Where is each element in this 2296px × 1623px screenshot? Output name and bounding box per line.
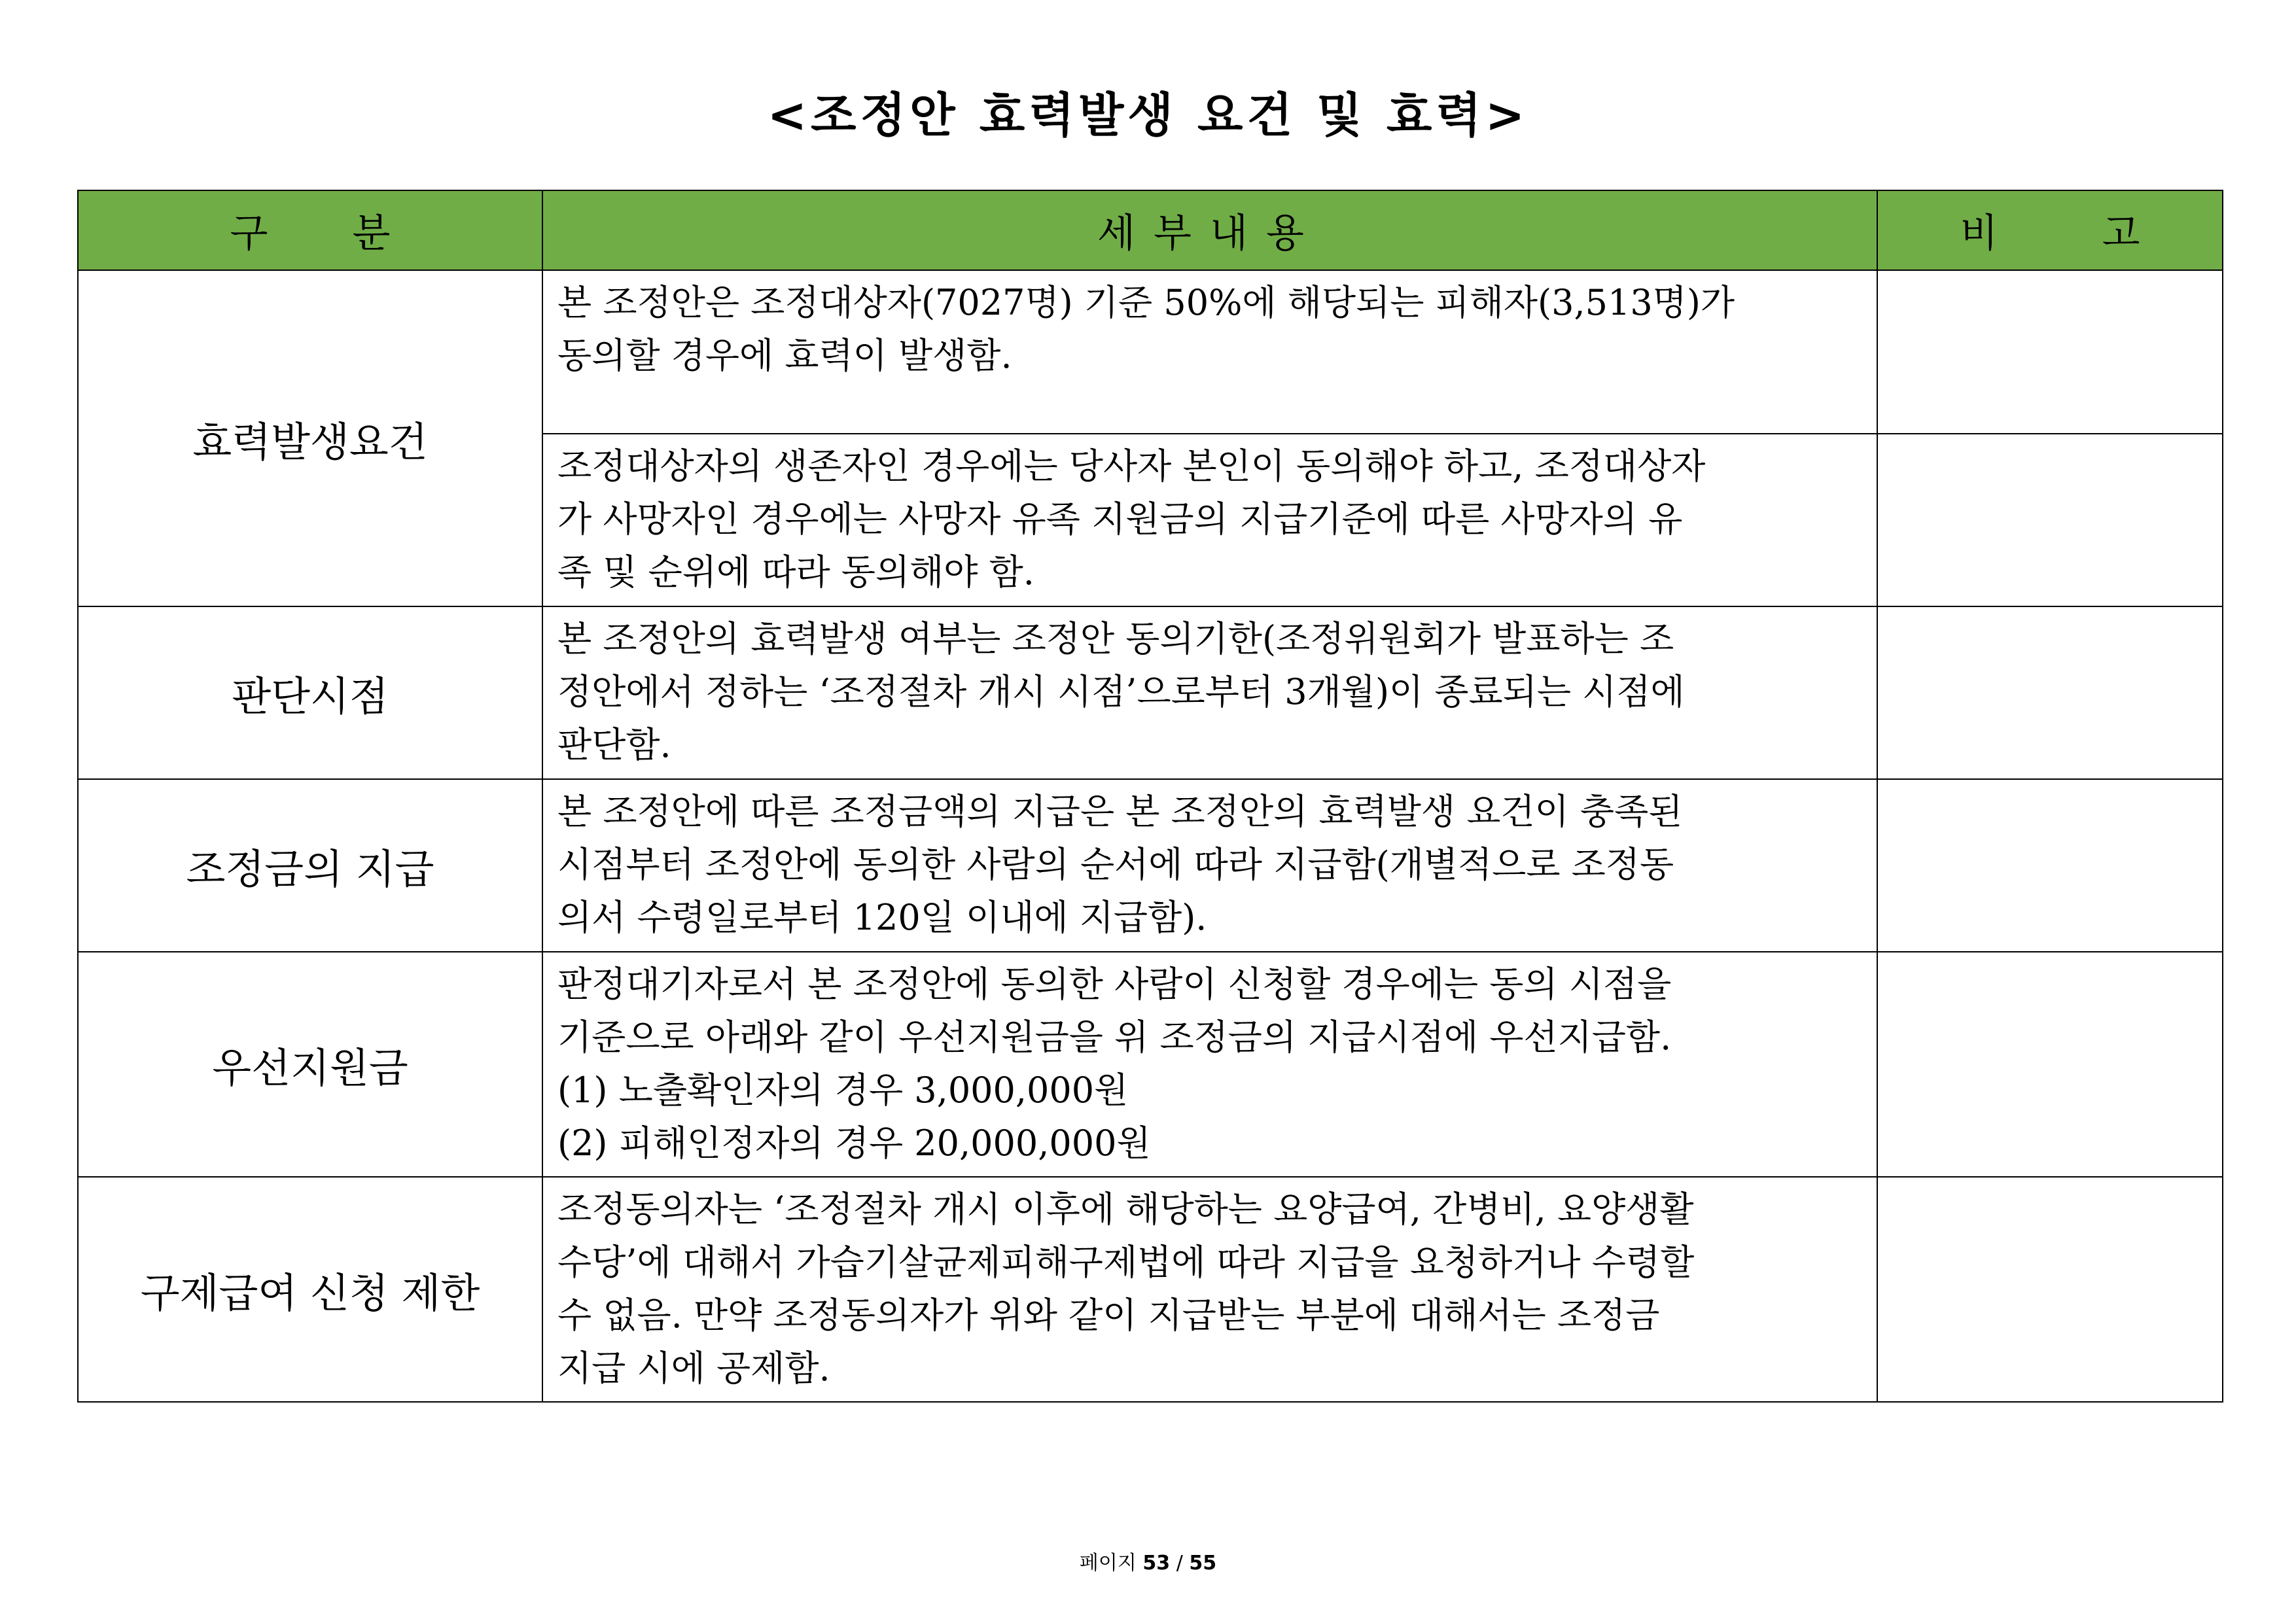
detail-line: (1) 노출확인자의 경우 3,000,000원 <box>557 1070 1129 1111</box>
detail-line: 판정대기자로서 본 조정안에 동의한 사람이 신청할 경우에는 동의 시점을 <box>557 964 1672 1005</box>
page-separator: / <box>1176 1552 1183 1575</box>
detail-line: 수당’에 대해서 가습기살균제피해구제법에 따라 지급을 요청하거나 수령할 <box>557 1242 1695 1283</box>
detail-line: 족 및 순위에 따라 동의해야 함. <box>557 551 1034 593</box>
detail-line: 의서 수령일로부터 120일 이내에 지급함). <box>557 897 1207 938</box>
current-page-number: 53 <box>1142 1552 1171 1575</box>
table-row <box>78 952 2223 1177</box>
detail-cell <box>542 434 1877 606</box>
table-row <box>78 270 2223 434</box>
detail-line: 정안에서 정하는 ‘조정절차 개시 시점’으로부터 3개월)이 종료되는 시점에 <box>557 671 1685 712</box>
detail-line: 본 조정안은 조정대상자(7027명) 기준 50%에 해당되는 피해자(3,513명)가 <box>557 282 1735 323</box>
detail-line: 판단함. <box>557 724 671 765</box>
table-row <box>78 1177 2223 1402</box>
detail-line: 조정동의자는 ‘조정절차 개시 이후에 해당하는 요양급여, 간병비, 요양생활 <box>557 1189 1694 1230</box>
detail-line: 시점부터 조정안에 동의한 사람의 순서에 따라 지급함(개별적으로 조정동 <box>557 844 1674 885</box>
detail-cell <box>542 1177 1877 1402</box>
page-footer <box>0 1546 2296 1575</box>
note-cell <box>1877 270 2223 434</box>
page-label: 페이지 <box>1079 1552 1137 1575</box>
category-cell: 판단시점 <box>78 606 542 779</box>
header-detail: 세부내용 <box>542 190 1877 270</box>
category-cell: 효력발생요건 <box>78 270 542 606</box>
table-header-row <box>78 190 2223 270</box>
page-title: <조정안 효력발생 요건 및 효력> <box>767 88 1529 143</box>
category-cell: 조정금의 지급 <box>78 779 542 952</box>
note-cell <box>1877 606 2223 779</box>
total-page-number: 55 <box>1189 1552 1217 1575</box>
detail-line: 조정대상자의 생존자인 경우에는 당사자 본인이 동의해야 하고, 조정대상자 <box>557 445 1706 487</box>
detail-line: 기준으로 아래와 같이 우선지원금을 위 조정금의 지급시점에 우선지급함. <box>557 1017 1672 1058</box>
detail-cell <box>542 952 1877 1177</box>
header-note: 비 고 <box>1877 190 2223 270</box>
table-row <box>78 779 2223 952</box>
header-category: 구 분 <box>78 190 542 270</box>
note-cell <box>1877 779 2223 952</box>
conditions-table <box>77 190 2223 1403</box>
category-cell: 우선지원금 <box>78 952 542 1177</box>
detail-line: (2) 피해인정자의 경우 20,000,000원 <box>557 1123 1151 1164</box>
detail-line: 본 조정안에 따른 조정금액의 지급은 본 조정안의 효력발생 요건이 충족된 <box>557 791 1683 832</box>
note-cell <box>1877 434 2223 606</box>
detail-line: 수 없음. 만약 조정동의자가 위와 같이 지급받는 부분에 대해서는 조정금 <box>557 1295 1660 1336</box>
detail-cell <box>542 270 1877 434</box>
note-cell <box>1877 1177 2223 1402</box>
table-row <box>78 606 2223 779</box>
note-cell <box>1877 952 2223 1177</box>
detail-cell <box>542 606 1877 779</box>
detail-cell <box>542 779 1877 952</box>
detail-line: 지급 시에 공제함. <box>557 1348 830 1389</box>
category-cell: 구제급여 신청 제한 <box>78 1177 542 1402</box>
detail-line: 동의할 경우에 효력이 발생함. <box>557 335 1012 376</box>
detail-line: 본 조정안의 효력발생 여부는 조정안 동의기한(조정위원회가 발표하는 조 <box>557 618 1674 659</box>
detail-line: 가 사망자인 경우에는 사망자 유족 지원금의 지급기준에 따른 사망자의 유 <box>557 498 1683 540</box>
